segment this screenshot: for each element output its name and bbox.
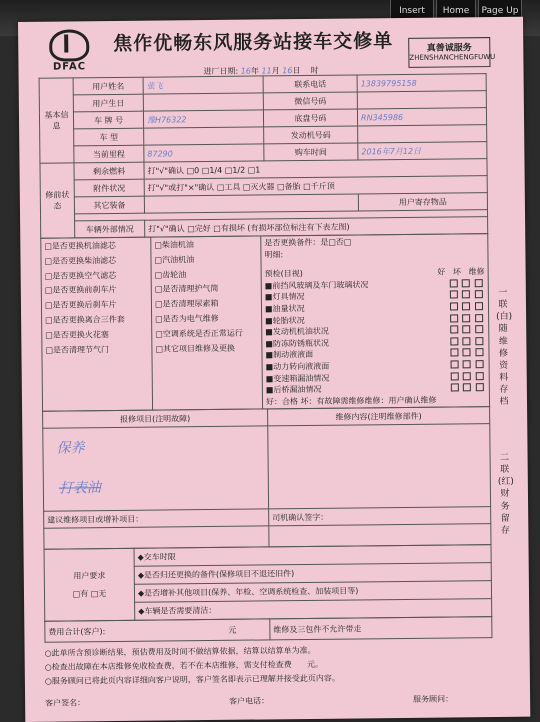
insert-key: Insert — [390, 0, 434, 24]
date-label: 进厂日期: — [203, 66, 239, 77]
check-item[interactable]: □是否更换后刹车片 — [44, 300, 117, 310]
date-month: 11 — [261, 66, 272, 76]
request-item[interactable]: ◆交车时限 — [134, 545, 491, 567]
check-item[interactable]: □是否清理尿素箱 — [154, 299, 219, 309]
pre-section-label: 修前状态 — [40, 163, 75, 238]
notes-block — [45, 642, 493, 687]
content-header: 维修内容(注明维修部件) — [268, 407, 490, 426]
fee-cell[interactable] — [45, 619, 270, 642]
parts-question[interactable]: 是否更换备件：是□否□ — [264, 237, 352, 248]
month-label: 月 — [271, 66, 280, 76]
model-value[interactable] — [144, 127, 264, 145]
day-label: 日 — [292, 66, 301, 76]
signature-line — [45, 693, 493, 709]
date-year: 16 — [240, 66, 252, 76]
check-item[interactable]: □是否为电气维修 — [155, 313, 219, 324]
form-title: 焦作优畅东风服务站接车交修单 — [113, 30, 394, 56]
checkbox[interactable] — [475, 279, 483, 287]
customer-name[interactable]: 张飞 — [143, 76, 263, 94]
report-header: 报修项目(注明故障) — [43, 409, 268, 428]
check-item[interactable]: □其它项目维修及更换 — [155, 343, 236, 354]
phone-value[interactable]: 13839795158 — [357, 74, 486, 92]
engine-value[interactable] — [358, 125, 487, 143]
field-label: 其它装备 — [74, 196, 144, 214]
basic-section-label: 基本信息 — [39, 78, 74, 163]
checkbox[interactable] — [451, 384, 459, 392]
request-label: 用户要求 — [73, 571, 106, 581]
badge-title: 真善诚服务 — [426, 43, 472, 54]
customer-phone-label[interactable]: 客户电话： — [229, 696, 270, 706]
form-table — [39, 73, 494, 709]
request-item[interactable]: ◆车辆是否需要清洁： — [135, 599, 492, 621]
field-label: 底盘号码 — [263, 109, 357, 127]
check-mid-column — [151, 236, 263, 410]
col-good: 好 — [437, 267, 446, 277]
copy2-label: 二联(红)财务留存 — [497, 452, 514, 536]
field-label: 微信号码 — [263, 92, 357, 110]
field-label: 用户姓名 — [73, 77, 143, 95]
fee-unit: 元 — [228, 625, 237, 635]
fee-label: 费用合计(客户): — [48, 626, 106, 637]
inspect-title: 预检(目视) — [264, 269, 303, 279]
checkbox[interactable] — [463, 349, 471, 357]
page-up-key: Page Up — [478, 0, 522, 24]
checkbox[interactable] — [475, 291, 483, 299]
checkbox[interactable] — [463, 372, 471, 380]
request-label-cell — [44, 549, 135, 622]
checkbox[interactable] — [450, 291, 458, 299]
check-item[interactable]: □柴油机油 — [154, 240, 194, 250]
field-label: 当前里程 — [74, 145, 144, 163]
mileage-value[interactable]: 87290 — [144, 144, 264, 162]
inspect-item: 防冻防锈瓶状况 — [272, 338, 329, 349]
checkbox[interactable] — [450, 337, 458, 345]
checkbox[interactable] — [463, 337, 471, 345]
inspect-item: 油量状况 — [272, 303, 305, 314]
inspect-item: 前挡风玻璃及车门玻璃状况 — [272, 280, 369, 291]
field-label: 附件状况 — [74, 179, 144, 197]
driver-sign-area[interactable] — [269, 524, 491, 547]
inspect-item: 变速箱漏油情况 — [273, 373, 330, 383]
check-item[interactable]: □是否更换空气滤芯 — [44, 270, 117, 281]
field-label: 购车时间 — [264, 143, 358, 161]
checkbox[interactable] — [476, 372, 484, 380]
checkbox[interactable] — [475, 348, 483, 356]
checkbox[interactable] — [475, 325, 483, 333]
check-item[interactable]: □是否更换柴油滤芯 — [44, 255, 117, 266]
request-item[interactable]: ◆是否归还更换的备件(保修项目不退还旧件) — [134, 563, 491, 585]
field-label: 剩余燃料 — [74, 162, 144, 180]
checkbox[interactable] — [450, 360, 458, 368]
checkbox[interactable] — [463, 360, 471, 368]
purchase-date-value[interactable]: 2016年7月12日 — [358, 142, 487, 160]
checkbox[interactable] — [462, 291, 470, 299]
inspect-item: 轮胎状况 — [272, 315, 305, 325]
brand-text: DFAC — [52, 61, 87, 73]
checkbox[interactable] — [450, 326, 458, 334]
field-label: 车 型 — [74, 128, 144, 146]
table-row — [45, 617, 492, 643]
dfac-logo — [46, 29, 92, 72]
badge-pinyin: ZHENSHANCHENGFUWU — [409, 53, 496, 62]
fee-note: 维修及三包件不允许带走 — [270, 617, 492, 640]
inspect-item: 动力转向液液面 — [273, 361, 330, 372]
customer-sign-label[interactable]: 客户签名： — [45, 698, 86, 708]
col-repair: 维修 — [468, 267, 485, 277]
request-yesno[interactable]: □有 □无 — [72, 588, 107, 599]
copy1-label: 一联(白)随维修资料存档 — [496, 287, 513, 408]
parts-note: 明细: — [264, 249, 284, 260]
service-badge — [408, 37, 496, 68]
col-bad: 坏 — [452, 267, 462, 277]
service-form — [18, 17, 530, 722]
note-unit: 元。 — [306, 659, 324, 669]
checkbox[interactable] — [451, 372, 459, 380]
body-condition-options[interactable]: 打"√"确认 □完好 □有损坏 (有损坏部位标注有下表左图) — [145, 217, 488, 238]
checkbox[interactable] — [450, 349, 458, 357]
field-label: 发动机号码 — [264, 126, 358, 144]
wechat-value[interactable] — [357, 91, 486, 109]
check-item[interactable]: □是否更换前刹车片 — [44, 285, 117, 296]
chassis-value[interactable]: RN345986 — [357, 108, 486, 126]
check-item[interactable]: □是否更换机油滤芯 — [44, 240, 116, 251]
checkbox[interactable] — [475, 314, 483, 322]
inspect-item: 后桥漏油情况 — [273, 384, 322, 395]
checkbox[interactable] — [450, 314, 458, 322]
check-item[interactable]: □是否清理护气筒 — [154, 284, 219, 294]
check-item[interactable]: □是否清理节气门 — [45, 344, 110, 355]
inspect-item: 制动液液面 — [273, 350, 314, 360]
checkbox[interactable] — [476, 383, 484, 391]
advisor-sign-label[interactable]: 服务顾问： — [413, 694, 454, 704]
suggest-label: 建议维修项目或增补项目： — [44, 509, 269, 528]
checkbox[interactable] — [450, 279, 458, 287]
note-line: ○检查出故障在本店维修免收检查费，若不在本店维修，需支付检查费 — [44, 660, 292, 672]
report-entry: 保养 — [56, 440, 85, 457]
request-item[interactable]: ◆是否增补其他项目(保养、年检、空调系统检查、加装项目等) — [134, 581, 491, 603]
checkbox[interactable] — [463, 383, 471, 391]
check-left-column — [41, 237, 153, 411]
inspection-panel: 是否更换备件：是□否□ 明细: 预检(目视) 好 坏 维修 ■前挡风玻璃及车门玻璃状况 ■灯具情况 ■油量状况 ■轮胎状况 ■发动机机油状况 ■防冻防锈瓶状况 ■制动液液面 ■动力转向液液面 ■变速箱漏油情况 ■后桥漏油情况 好：合格 坏：有故障需维修维修：用户确认维修 — [261, 234, 490, 410]
fuel-options[interactable]: 打"√"确认 □0 □1/4 □1/2 □1 — [144, 159, 487, 180]
content-area[interactable] — [268, 424, 491, 509]
inspect-item: 灯具情况 — [272, 292, 305, 302]
check-item[interactable]: □汽油机油 — [154, 254, 195, 265]
checkbox[interactable] — [476, 360, 484, 368]
field-label: 车辆外部情况 — [75, 220, 145, 238]
checkbox[interactable] — [462, 279, 470, 287]
birthday-value[interactable] — [143, 93, 263, 111]
inspect-legend: 好：合格 坏：有故障需维修维修：用户确认维修 — [265, 395, 437, 407]
report-entry-struck: 打表油 — [58, 480, 101, 497]
note-line: ○服务顾问已将此页内容详细向客户说明，客户签名即表示已理解并接受此页内容。 — [44, 673, 340, 686]
checkbox[interactable] — [450, 302, 458, 310]
date-day: 16 — [282, 66, 293, 76]
year-label: 年 — [250, 66, 260, 76]
field-label: 用户生日 — [73, 94, 143, 112]
field-label: 用户寄存物品 — [358, 193, 487, 211]
plate-value[interactable]: 豫H76322 — [143, 110, 263, 128]
check-item[interactable]: □齿轮油 — [154, 269, 187, 280]
check-item[interactable]: □空调系统是否正常运行 — [155, 328, 243, 339]
checkbox[interactable] — [475, 302, 483, 310]
check-item[interactable]: □是否更换离合三件套 — [45, 314, 125, 325]
field-label: 车 牌 号 — [73, 111, 143, 129]
inspect-item: 发动机机油状况 — [272, 326, 329, 337]
field-label: 联系电话 — [263, 75, 357, 93]
checkbox[interactable] — [463, 325, 471, 333]
checkbox[interactable] — [462, 302, 470, 310]
note-line: ○此单所含预诊断结果，预估费用及时间不做结算依据，结算以结算单为准。 — [44, 646, 316, 659]
accessory-options[interactable]: 打"√"或打"×"确认 □工具 □灭火器 □备胎 □千斤顶 — [144, 176, 487, 197]
home-key: Home — [436, 0, 476, 24]
report-area[interactable] — [43, 426, 269, 511]
checkbox[interactable] — [475, 337, 483, 345]
check-item[interactable]: □是否更换火花塞 — [45, 329, 109, 340]
hour-label: 时 — [310, 65, 319, 75]
driver-sign-label: 司机确认签字： — [269, 507, 491, 526]
dfac-logo-icon — [49, 29, 89, 61]
checkbox[interactable] — [463, 314, 471, 322]
